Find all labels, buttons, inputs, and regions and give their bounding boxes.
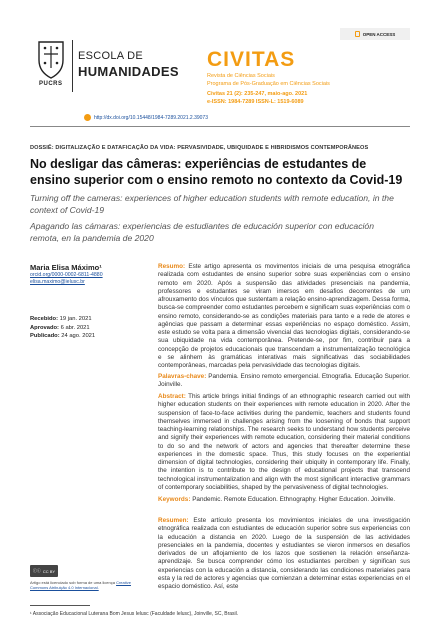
date-published-value: 24 ago. 2021 <box>61 333 96 339</box>
resumo-label: Resumo: <box>158 263 186 270</box>
resumen-label: Resumen: <box>158 517 189 524</box>
date-received <box>30 315 95 324</box>
abstract-label: Abstract: <box>158 393 186 400</box>
article-title: No desligar das câmeras: experiências de estudantes de ensino superior com o ensino remoto no contexto da Covid-19 <box>30 157 403 187</box>
date-received-label: Recebido: <box>30 316 59 322</box>
keywords-text: Pandemic. Remote Education. Ethnography. Higher Education. Joinville. <box>192 496 396 503</box>
resumo-paragraph <box>158 263 410 370</box>
doi-icon <box>84 114 91 121</box>
open-access-badge <box>340 28 410 40</box>
date-approved-value: 6 abr. 2021 <box>60 324 90 331</box>
header-divider <box>30 126 410 127</box>
resumen-paragraph <box>158 517 410 591</box>
author-name: Maria Elisa Máximo¹ <box>30 263 102 272</box>
dossier-label: DOSSIÊ: DIGITALIZAÇÃO E DATAFICAÇÃO DA VIDA: PERVASIVIDADE, UBIQUIDADE E HIBRIDISMOS CONTEMPORÂNEOS <box>30 145 369 151</box>
article-dates <box>30 315 95 341</box>
abstract-text: This article brings initial findings of an ethnographic research carried out with higher education students on their experiences with remote education in 2020. After the suspension of face-to-face activities during the pandemic, teachers and students found themselves immersed in challenges arising from the loosening of bonds that support teaching-learning relationships. The research seeks to understand how students perceive and signify their experiences with remote education, considering their material conditions to do so and the network of actors and agencies that thereafter determine these experiences in the domestic space. Thus, this study focuses on the experiential dimension of digital technologies, considering their ubiquity in contemporary life. Finally, the intention is to contribute to the design of educational projects that transcend technological instrumentalization and align with the most significant interactive grammars of contemporary sociabilities, shaped by the pervasiveness of digital technologies. <box>158 393 410 491</box>
open-lock-icon <box>355 31 360 37</box>
resumo-text: Este artigo apresenta os movimentos iniciais de uma pesquisa etnográfica realizada com estudantes de ensino superior sobre suas experiências com o ensino remoto em 2020. Após a suspensão das atividades presenciais na pandemia, professores e estudantes se viram imersos em desafios decorrentes de um afrouxamento dos vínculos que sustentam a relação ensino-aprendizagem. Dessa forma, busca-se compreender como estudantes percebem e significam suas experiências com o ensino remoto, considerando-se as condições materiais para tanto e a rede de atores e agências que passam a determinar essas experiências no espaço doméstico. Assim, este estudo se volta para a dimensão vivencial das tecnologias digitais, considerando-se sua ubiquidade na vida contemporânea. Pretende-se, por fim, contribuir para a concepção de projetos educacionais que transcendam a instrumentalização tecnológica e se alinhem às gramáticas interativas mais significativas das sociabilidades contemporâneas, marcadas pela pervasividade das tecnologias digitais. <box>158 263 410 369</box>
open-access-label: OPEN ACCESS <box>362 31 396 37</box>
university-name: PUCRS <box>39 81 63 87</box>
school-logo <box>36 38 179 96</box>
license-link[interactable]: Creative Commons Atribuição 4.0 Internacional. <box>30 580 131 591</box>
article-title-english: Turning off the cameras: experiences of higher education students with remote education, in the context of Covid-19 <box>30 193 394 215</box>
license-block <box>30 565 140 591</box>
abstract-paragraph <box>158 393 410 492</box>
resumen-text: Este artículo presenta los movimientos iniciales de una investigación etnográfica realizada con estudiantes de educación superior sobre sus experiencias con la educación a distancia en 2020. Luego de la suspensión de las actividades presenciales en la pandemia, docentes y estudiantes se vieron inmersos en desafíos derivados de un aflojamiento de los lazos que sostienen la relación enseñanza-aprendizaje. Se busca comprender cómo los estudiantes perciben y significan sus experiencias con la educación a distancia, considerando las condiciones materiales para esta y la red de actores y agencias que comienzan a determinar estas experiencias en el espacio doméstico. Así, este <box>158 517 410 590</box>
logo-divider <box>72 40 73 92</box>
cc-license-badge[interactable] <box>30 565 58 577</box>
doi-url[interactable]: http://dx.doi.org/10.15448/1984-7289.2021.2.39073 <box>94 114 208 121</box>
journal-meta <box>207 90 307 106</box>
cc-license-badge-label: CC BY <box>42 568 56 574</box>
keywords-label: Keywords: <box>158 496 191 503</box>
school-name-line1: ESCOLA DE <box>78 50 144 62</box>
palavras-chave-label: Palavras-chave: <box>158 373 207 380</box>
journal-subtitle-line2: Programa de Pós-Graduação em Ciências Sociais <box>207 81 330 87</box>
license-statement: Artigo está licenciado sob forma de uma licença <box>30 580 115 585</box>
journal-issn: e-ISSN: 1984-7289 ISSN-L: 1519-6089 <box>207 99 304 105</box>
article-title-spanish: Apagando las cámaras: experiencias de estudiantes de educación superior con educación remota, en la pandemia de 2020 <box>30 221 374 243</box>
palavras-chave-text: Pandemia. Ensino remoto emergencial. Etnografia. Educação Superior. Joinville. <box>158 373 411 389</box>
journal-title: CIVITAS <box>207 48 296 71</box>
journal-subtitle <box>207 72 330 88</box>
footnote-divider <box>30 605 90 606</box>
palavras-chave-paragraph <box>158 373 410 390</box>
author-info <box>30 263 148 286</box>
cc-license-icon: ⓒⓘ <box>32 568 41 573</box>
date-received-value: 19 jan. 2021 <box>59 316 92 322</box>
footnote: ¹ Associação Educacional Luterana Bom Jesus Ielusc (Faculdade Ielusc), Joinville, SC, Brasil. <box>30 611 239 617</box>
keywords-paragraph <box>158 496 410 504</box>
date-approved-label: Aprovado: <box>30 324 59 331</box>
date-approved <box>30 324 95 333</box>
pucrs-crest-icon <box>36 38 66 80</box>
date-published <box>30 332 95 341</box>
school-name-line2: HUMANIDADES <box>78 64 179 79</box>
author-email-link[interactable]: elisa.maximo@ielusc.br <box>30 279 85 285</box>
author-orcid-link[interactable]: orcid.org/0000-0002-6811-4880 <box>30 272 103 278</box>
date-published-label: Publicado: <box>30 333 60 339</box>
doi-link[interactable] <box>84 114 208 121</box>
license-text <box>30 580 140 591</box>
journal-subtitle-line1: Revista de Ciências Sociais <box>207 73 275 79</box>
journal-issue: Civitas 21 (2): 235-247, maio-ago. 2021 <box>207 91 308 97</box>
